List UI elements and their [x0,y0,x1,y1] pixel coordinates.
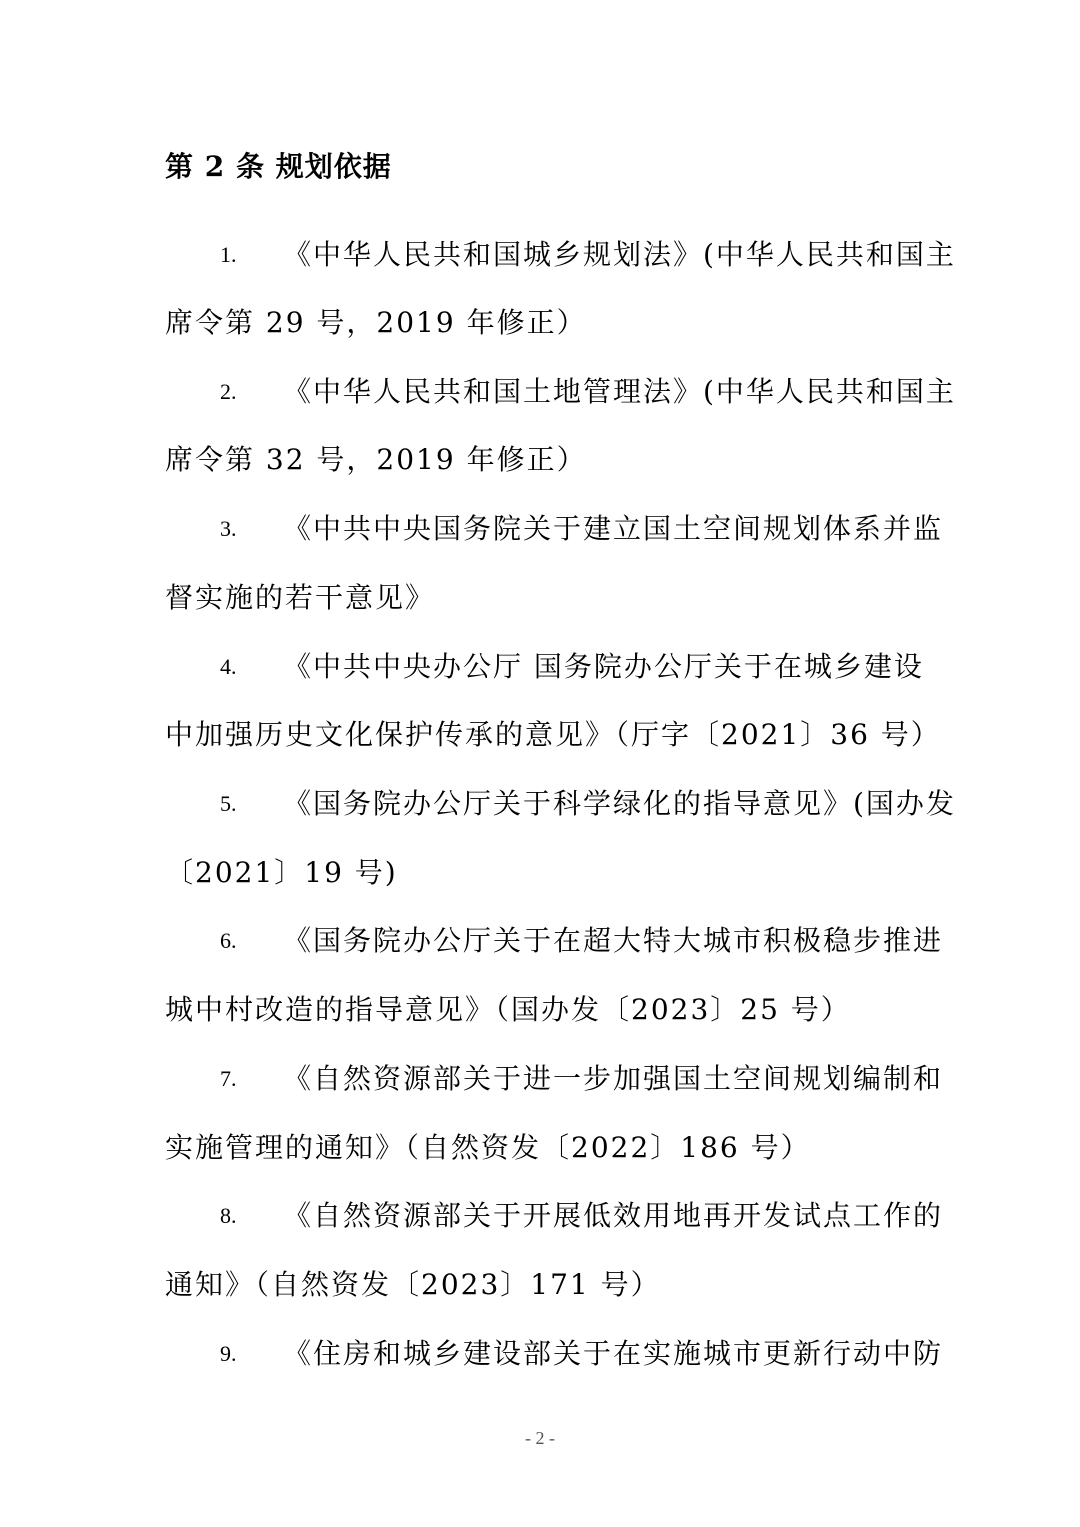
item-text-continuation: 城中村改造的指导意见》（国办发〔2023〕25 号） [165,993,851,1026]
list-item-6-continuation [165,990,915,1030]
list-item-5 [165,784,956,824]
item-number: 4. [220,654,237,679]
item-text-continuation: 〔2021〕19 号) [165,856,398,889]
item-text: 《中共中央国务院关于建立国土空间规划体系并监 [283,512,944,545]
list-item-8-continuation [165,1265,915,1305]
item-text: 《自然资源部关于开展低效用地再开发试点工作的 [283,1199,944,1232]
section-heading: 第 2 条 规划依据 [165,150,392,183]
item-text-continuation: 督实施的若干意见》 [165,581,436,614]
item-text-continuation: 席令第 32 号，2019 年修正） [165,443,587,476]
item-text: 《自然资源部关于进一步加强国土空间规划编制和 [283,1062,944,1095]
item-text: 《国务院办公厅关于在超大特大城市积极稳步推进 [283,924,944,957]
list-item-4-continuation [165,715,941,755]
item-text: 《中共中央办公厅 国务院办公厅关于在城乡建设 [283,650,924,683]
list-item-3-continuation [165,578,915,618]
item-text: 《中华人民共和国土地管理法》(中华人民共和国主 [283,375,956,408]
list-item-1-continuation [165,303,915,343]
item-text-continuation: 席令第 29 号，2019 年修正） [165,306,587,339]
list-item-9 [165,1334,944,1374]
item-text: 《住房和城乡建设部关于在实施城市更新行动中防 [283,1337,944,1370]
list-item-2 [165,372,956,412]
item-text: 《国务院办公厅关于科学绿化的指导意见》(国办发 [283,787,956,820]
item-number: 3. [220,516,237,541]
list-item-1 [165,235,956,275]
page-number: - 2 - [525,1428,555,1448]
item-number: 8. [220,1203,237,1228]
item-number: 5. [220,791,237,816]
item-number: 7. [220,1066,237,1091]
list-item-8 [165,1196,944,1236]
item-number: 2. [220,379,237,404]
item-number: 6. [220,928,237,953]
list-item-5-continuation [165,853,915,893]
item-number: 1. [220,242,237,267]
list-item-3 [165,509,944,549]
list-item-7-continuation [165,1128,915,1168]
list-item-7 [165,1059,944,1099]
item-text-continuation: 中加强历史文化保护传承的意见》（厅字〔2021〕36 号） [165,718,941,751]
item-text-continuation: 通知》（自然资发〔2023〕171 号） [165,1268,661,1301]
item-text: 《中华人民共和国城乡规划法》(中华人民共和国主 [283,238,956,271]
item-text-continuation: 实施管理的通知》（自然资发〔2022〕186 号） [165,1131,811,1164]
list-item-6 [165,921,944,961]
item-number: 9. [220,1341,237,1366]
list-item-4 [165,647,924,687]
list-item-2-continuation [165,440,915,480]
